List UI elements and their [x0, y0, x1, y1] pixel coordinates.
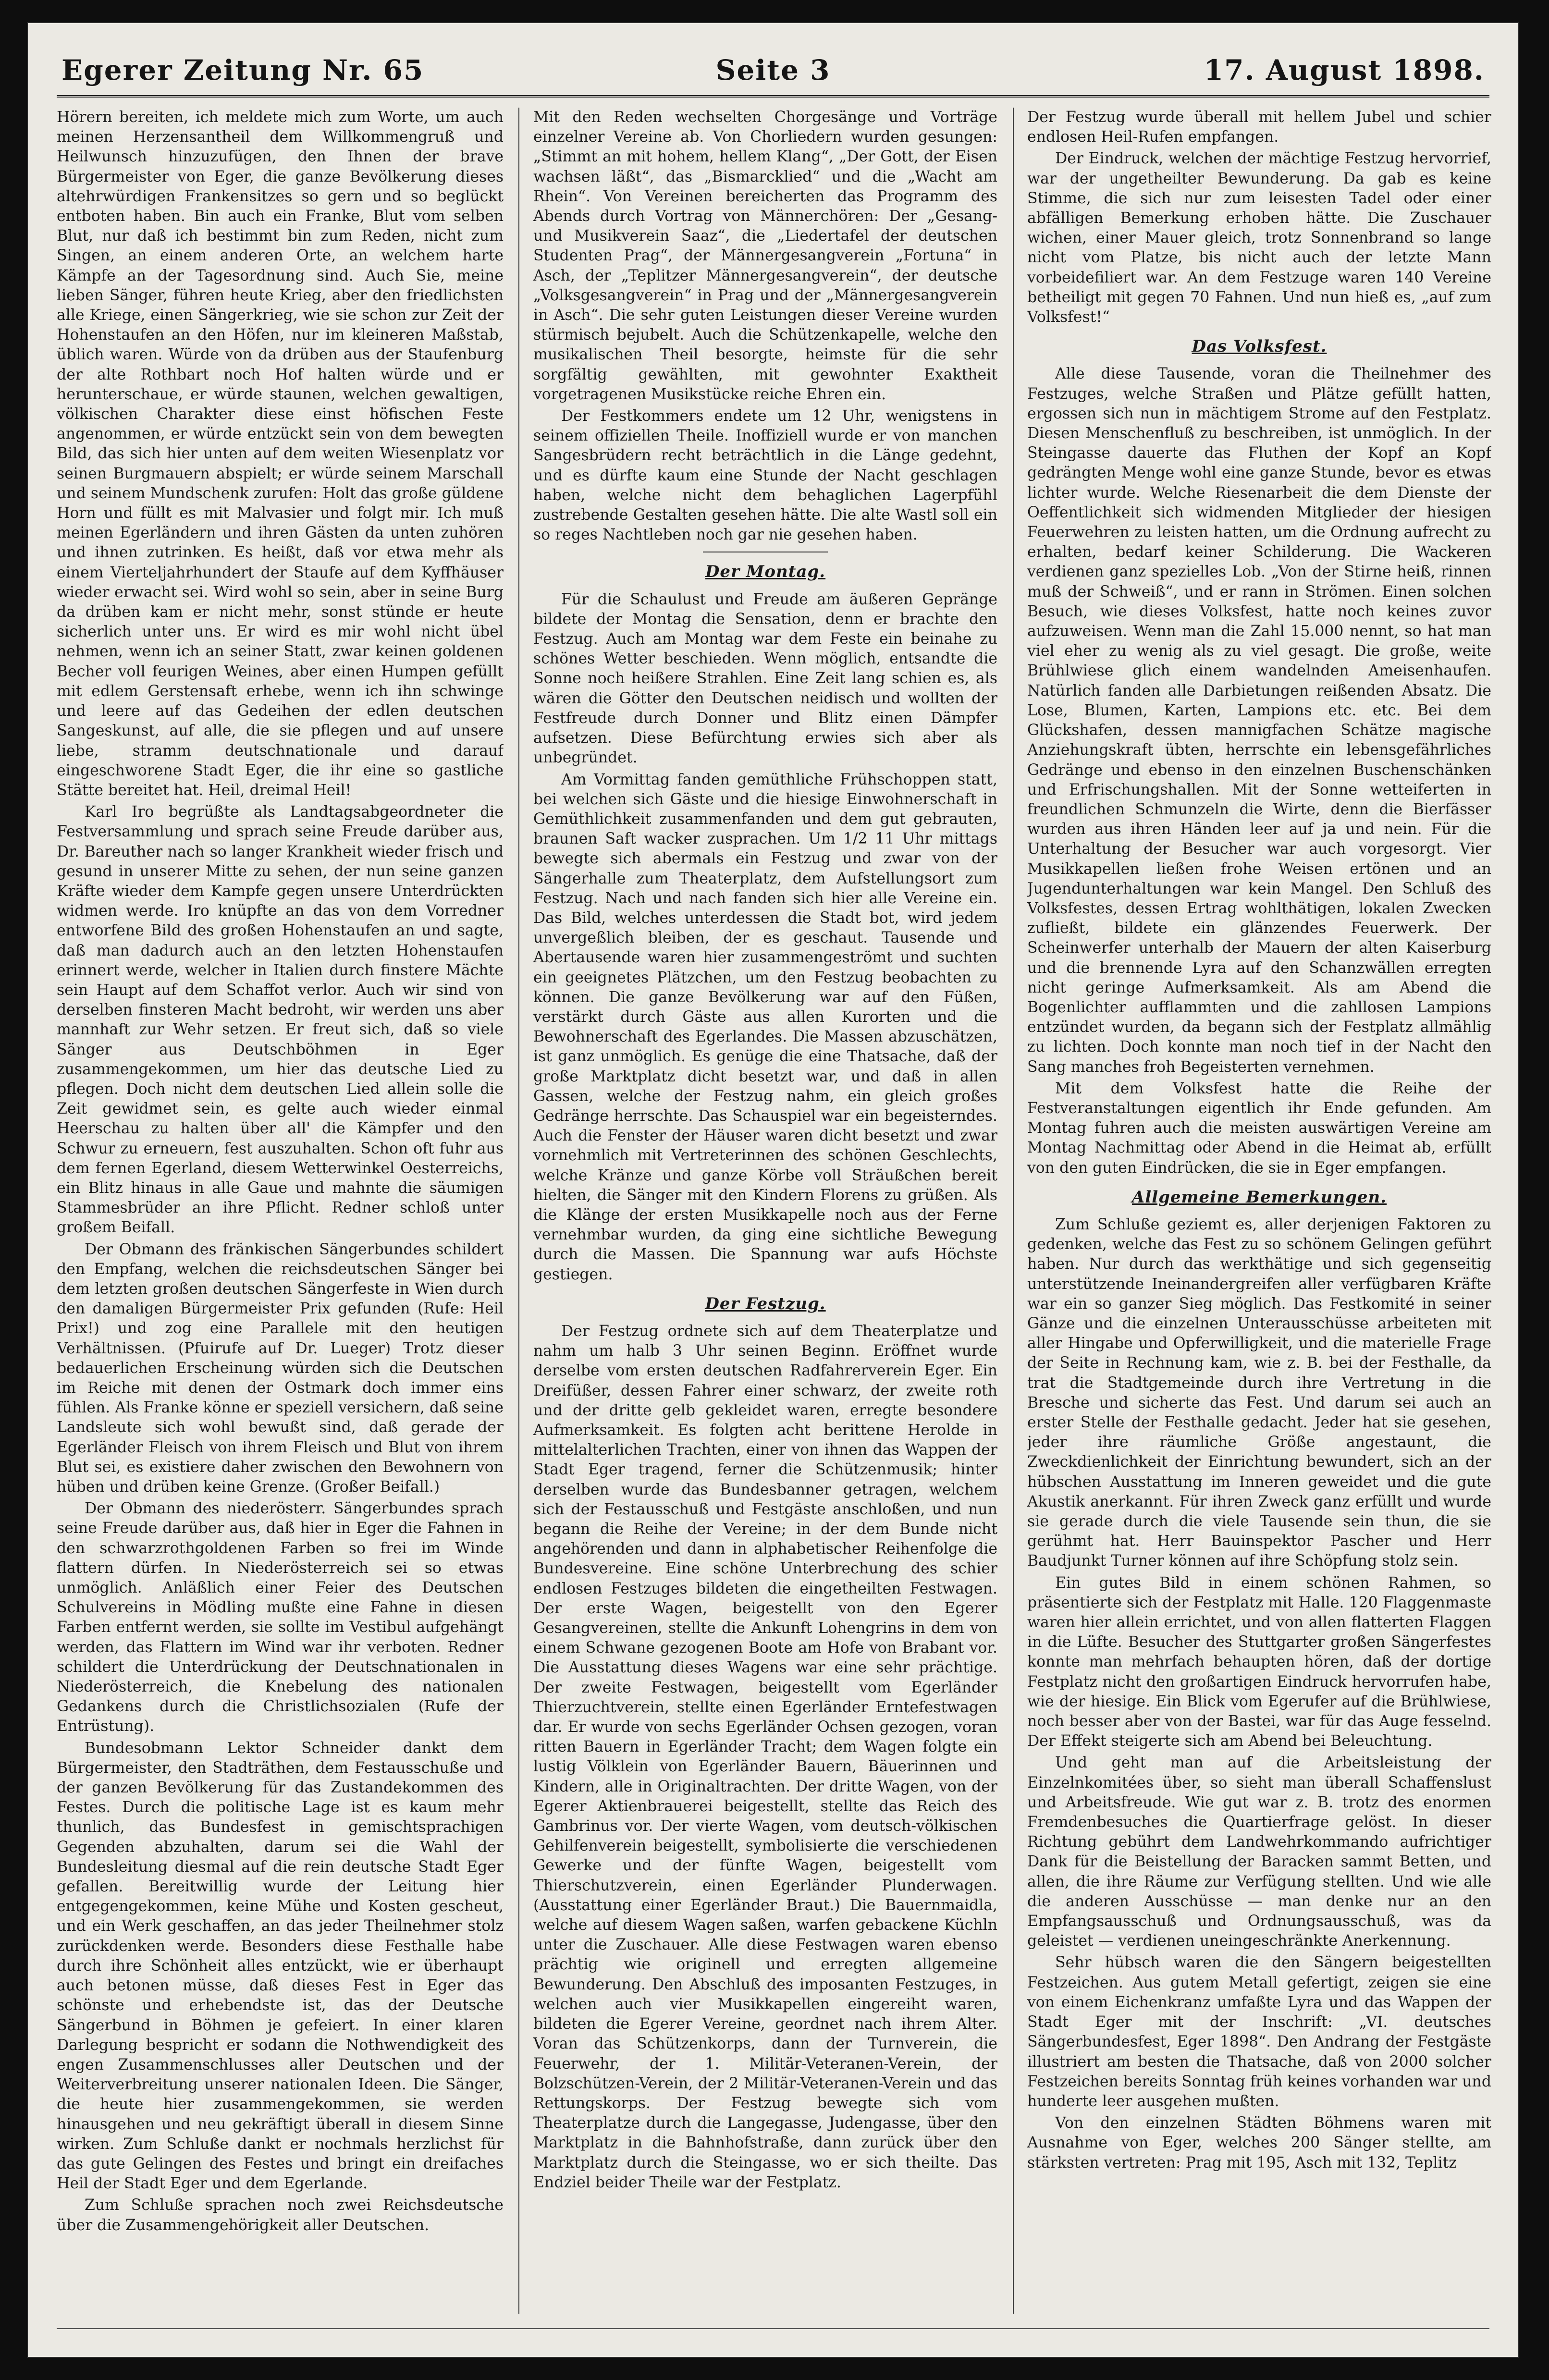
- section-heading-montag: Der Montag.: [705, 562, 826, 582]
- paragraph: Der Festzug ordnete sich auf dem Theaterplatze und nahm um halb 3 Uhr seinen Beginn. Eröffnet wurde derselbe vom ersten deutschen Radfahrerverein Eger. Ein Dreifüßer, dessen Fahrer einer schwarz, der zweite roth und der dritte gelb gekleidet waren, erregte besondere Aufmerksamkeit. Es folgten acht berittene Herolde in mittelalterlichen Trachten, einer von ihnen das Wappen der Stadt Eger tragend, ferner die Schützenmusik; hinter derselben wurde das Bundesbanner getragen, welchem sich der Festausschuß und Festgäste anschloßen, und nun begann die Reihe der Vereine; in der dem Bunde nicht angehörenden und dann in alphabetischer Reihenfolge die Bundesvereine. Eine schöne Unterbrechung des schier endlosen Festzuges bildeten die eingetheilten Festwagen. Der erste Wagen, beigestellt von den Egerer Gesangvereinen, stellte die Ankunft Lohengrins in dem von einem Schwane gezogenen Boote am Hofe von Brabant vor. Die Ausstattung dieses Wagens war eine sehr prächtige. Der zweite Festwagen, beigestellt vom Egerländer Thierzuchtverein, stellte einen Egerländer Erntefestwagen dar. Er wurde von sechs Egerländer Ochsen gezogen, voran ritten Bauern in Egerländer Tracht; dem Wagen folgte ein lustig Völklein von Egerländer Bauern, Bäuerinnen und Kindern, alle in Originaltrachten. Der dritte Wagen, von der Egerer Aktienbrauerei beigestellt, stellte das Reich des Gambrinus vor. Der vierte Wagen, vom deutsch-völkischen Gehilfenverein beigestellt, symbolisierte die verschiedenen Gewerke und der fünfte Wagen, beigestellt vom Thierschutzverein, einen Egerländer Plunderwagen. (Ausstattung einer Egerländer Braut.) Die Bauernmaidla, welche auf diesem Wagen saßen, warfen gebackene Küchln unter die Zuschauer. Alle diese Festwagen waren ebenso prächtig wie originell und erregten allgemeine Bewunderung. Den Abschluß des imposanten Festzuges, in welchen auch vier Musikkapellen eingereiht waren, bildeten die Egerer Vereine, geordnet nach ihrem Alter. Voran das Schützenkorps, dann der Turnverein, die Feuerwehr, der 1. Militär-Veteranen-Verein, der Bolzschützen-Verein, der 2 Militär-Veteranen-Verein und das Rettungskorps. Der Festzug bewegte sich vom Theaterplatze durch die Langegasse, Judengasse, über den Marktplatz in die Bahnhofstraße, dann zurück über den Marktplatz durch die Steingasse, wo er sich theilte. Das Endziel beider Theile war der Festplatz.: [533, 1322, 997, 2191]
- page-number: Seite 3: [715, 54, 831, 86]
- paragraph: Hörern bereiten, ich meldete mich zum Worte, um auch meinen Herzensantheil dem Willkommengruß und Heilwunsch hinzuzufügen, den Ihnen der brave Bürgermeister von Eger, die ganze Bevölkerung dieses altehrwürdigen Frankensitzes so gern und so beglückt entboten haben. Bin auch ein Franke, Blut vom selben Blut, nur daß ich bestimmt bin zum Reden, nicht zum Singen, an einem anderen Orte, an welchem harte Kämpfe an der Tagesordnung sind. Auch Sie, meine lieben Sänger, führen heute Krieg, aber den friedlichsten alle Kriege, einen Sängerkrieg, wie sie schon zur Zeit der Hohenstaufen an den Höfen, nur im kleineren Maßstab, üblich waren. Würde von da drüben aus der Staufenburg der alte Rothbart noch Hof halten würde und er herunterschaue, er würde staunen, welchen gewaltigen, völkischen Charakter diese einst höfischen Feste angenommen, er würde entzückt sein von dem bewegten Bild, das sich hier unten auf dem weiten Wiesenplatz vor seinen Burgmauern abspielt; er würde seinem Marschall und seinem Mundschenk zurufen: Holt das große güldene Horn und füllt es mit Malvasier und folgt mir. Ich muß meinen Egerländern und ihren Gästen da unten zuhören und ihnen zutrinken. Es heißt, daß vor etwa mehr als einem Vierteljahrhundert der Staufe auf dem Kyffhäuser wieder erwacht sei. Wird wohl so sein, aber in seine Burg da drüben kam er nicht mehr, sonst stünde er heute sicherlich unter uns. Er wird es mir wohl nicht übel nehmen, wenn ich an seiner Statt, zwar keinen goldenen Becher voll feurigen Weines, aber einen Humpen gefüllt mit edlem Gerstensaft erhebe, wenn ich ihn schwinge und leere auf das Gedeihen der edlen deutschen Sangeskunst, auf alle, die sie pflegen und auf unsere liebe, stramm deutschnationale und darauf eingeschworene Stadt Eger, die ihr eine so gastliche Stätte bereitet hat. Heil, dreimal Heil!: [57, 109, 504, 799]
- section-heading-bemerkungen: Allgemeine Bemerkungen.: [1131, 1187, 1387, 1207]
- paragraph: Bundesobmann Lektor Schneider dankt dem Bürgermeister, den Stadträthen, dem Festausschuße und der ganzen Bevölkerung für das Zustandekommen des Festes. Durch die politische Lage ist es kaum mehr thunlich, das Bundesfest in gemischtsprachigen Gegenden abzuhalten, darum sei die Wahl der Bundesleitung diesmal auf die rein deutsche Stadt Eger gefallen. Bereitwillig wurde der Leitung hier entgegengekommen, keine Mühe und Kosten gescheut, und ein Werk geschaffen, an das jeder Theilnehmer stolz zurückdenken werde. Besonders diese Festhalle habe durch ihre Schönheit alles entzückt, wie er überhaupt auch betonen müsse, daß dieses Fest in Eger das schönste und erhebendste ist, das der Deutsche Sängerbund in Böhmen je gefeiert. In einer klaren Darlegung bespricht er sodann die Nothwendigkeit des engen Zusammenschlusses aller Deutschen und der Weiterverbreitung unserer nationalen Ideen. Die Sänger, die heute hier zusammengekommen, sie werden hinausgehen und neu gekräftigt überall in diesem Sinne wirken. Zum Schluße dankt er nochmals herzlichst für das gute Gelingen des Festes und bringt ein dreifaches Heil der Stadt Eger und dem Egerlande.: [57, 1739, 504, 2193]
- paragraph: Der Festzug wurde überall mit hellem Jubel und schier endlosen Heil-Rufen empfangen.: [1027, 109, 1491, 146]
- paragraph: Mit dem Volksfest hatte die Reihe der Festveranstaltungen eigentlich ihr Ende gefunden. Am Montag fuhren auch die meisten auswärtigen Vereine am Montag Nachmittag oder Abend in die Heimat ab, erfüllt von den guten Eindrücken, die sie in Eger empfangen.: [1027, 1080, 1491, 1177]
- column-2: [533, 108, 997, 2314]
- column-3: [1027, 108, 1491, 2314]
- newspaper-name-and-issue: Egerer Zeitung Nr. 65: [61, 54, 424, 86]
- paragraph: Von den einzelnen Städten Böhmens waren mit Ausnahme von Eger, welches 200 Sänger stellte, am stärksten vertreten: Prag mit 195, Asch mit 132, Teplitz: [1027, 2114, 1491, 2171]
- column-divider: [1013, 108, 1014, 2314]
- column-divider: [518, 108, 519, 2314]
- paragraph: Am Vormittag fanden gemüthliche Frühschoppen statt, bei welchen sich Gäste und die hiesige Einwohnerschaft in Gemüthlichkeit zusammenfanden und dem gut gebrauten, braunen Saft wacker zusprachen. Um 1/2 11 Uhr mittags bewegte sich abermals ein Festzug und zwar von der Sängerhalle zum Theaterplatz, dem Aufstellungsort zum Festzug. Nach und nach fanden sich hier alle Vereine ein. Das Bild, welches unterdessen die Stadt bot, wird jedem unvergeßlich bleiben, der es geschaut. Tausende und Abertausende waren hier zusammengeströmt und suchten ein geeignetes Plätzchen, um den Festzug beobachten zu können. Die ganze Bevölkerung war auf den Füßen, verstärkt durch Gäste aus allen Kurorten und die Bewohnerschaft des Egerlandes. Die Massen abzuschätzen, ist ganz unmöglich. Es genüge die eine Thatsache, daß der große Marktplatz dicht besetzt war, und daß in allen Gassen, welche der Festzug nahm, ein gleich großes Gedränge herrschte. Das Schauspiel war ein begeisterndes. Auch die Fenster der Häuser waren dicht besetzt und zwar vornehmlich mit Vertreterinnen des schönen Geschlechts, welche Kränze und ganze Körbe voll Sträußchen bereit hielten, die Sänger mit den Kindern Florens zu grüßen. Als die Klänge der ersten Musikkapelle noch aus der Ferne vernehmbar wurden, da ging eine sichtliche Bewegung durch die Massen. Die Spannung war aufs Höchste gestiegen.: [533, 771, 997, 1283]
- page-header: [61, 45, 1485, 98]
- paragraph: Für die Schaulust und Freude am äußeren Gepränge bildete der Montag die Sensation, denn er brachte den Festzug. Auch am Montag war dem Feste ein beinahe zu schönes Wetter beschieden. Wenn möglich, entsandte die Sonne noch heißere Strahlen. Eine Zeit lang schien es, als wären die Götter den Deutschen neidisch und wollten der Festfreude durch Donner und Blitz einen Dämpfer aufsetzen. Diese Befürchtung erwies sich aber als unbegründet.: [533, 590, 997, 767]
- header-rule: [57, 95, 1489, 98]
- paragraph: Der Obmann des niederösterr. Sängerbundes sprach seine Freude darüber aus, daß hier in Eger die Fahnen in den schwarzrothgoldenen Farben so frei im Winde flattern dürfen. In Niederösterreich sei so etwas unmöglich. Anläßlich einer Feier des Deutschen Schulvereins in Mödling mußte eine Fahne in diesen Farben entfernt werden, sie sollte im Vestibul aufgehängt werden, das Flattern im Wind war ihr verboten. Redner schildert die Unterdrückung der Deutschnationalen in Niederösterreich, die Knebelung des nationalen Gedankens durch die Christlichsozialen (Rufe der Entrüstung).: [57, 1500, 504, 1735]
- paragraph: Sehr hübsch waren die den Sängern beigestellten Festzeichen. Aus gutem Metall gefertigt, zeigen sie eine von einem Eichenkranz umfaßte Lyra und das Wappen der Stadt Eger mit der Inschrift: „VI. deutsches Sängerbundesfest, Eger 1898“. Den Andrang der Festgäste illustriert am besten die Thatsache, daß von 2000 solcher Festzeichen bereits Sonntag früh keines vorhanden war und hunderte leer ausgehen mußten.: [1027, 1954, 1491, 2110]
- paragraph: Und geht man auf die Arbeitsleistung der Einzelnkomitées über, so sieht man überall Schaffenslust und Arbeitsfreude. Wie gut war z. B. trotz des enormen Fremdenbesuches die Quartierfrage gelöst. In dieser Richtung gebührt dem Landwehrkommando aufrichtiger Dank für die Beistellung der Baracken sammt Betten, und allen, die ihre Räume zur Verfügung stellten. Und wie alle die anderen Ausschüsse — man denke nur an den Empfangsausschuß und Ordnungsausschuß, was da geleistet — verdienen uneingeschränkte Anerkennung.: [1027, 1754, 1491, 1950]
- paragraph: Alle diese Tausende, voran die Theilnehmer des Festzuges, welche Straßen und Plätze gefüllt hatten, ergossen sich nun in mächtigem Strome auf den Festplatz. Diesen Menschenfluß zu beschreiben, ist unmöglich. In der Steingasse dauerte das Fluthen der Kopf an Kopf gedrängten Menge wohl eine ganze Stunde, bevor es etwas lichter wurde. Welche Riesenarbeit die dem Dienste der Oeffentlichkeit sich widmenden Mitglieder der hiesigen Feuerwehren zu leisten hatten, um die Ordnung aufrecht zu erhalten, bedarf keiner Schilderung. Die Wackeren verdienen ganz spezielles Lob. „Von der Stirne heiß, rinnen muß der Schweiß“, und er rann in Strömen. Einen solchen Besuch, wie dieses Volksfest, hatte noch keines zuvor aufzuweisen. Wenn man die Zahl 15.000 nennt, so hat man viel eher zu wenig als zu viel gesagt. Die große, weite Brühlwiese glich einem wandelnden Ameisenhaufen. Natürlich fanden alle Darbietungen reißenden Absatz. Die Lose, Blumen, Karten, Lampions etc. etc. Bei dem Glückshafen, dessen mannigfachen Schätze magische Anziehungskraft übten, herrschte ein lebensgefährliches Gedränge und ebenso in den einzelnen Buschenschänken und Erfrischungshallen. Mit der Sonne wetteiferten in freundlichen Schmunzeln die Wirte, denn die Bierfässer wurden aus ihren Händen leer auf ja und nein. Für die Unterhaltung der Besucher war auch vorgesorgt. Vier Musikkapellen ließen frohe Weisen ertönen und an Jugendunterhaltungen war kein Mangel. Den Schluß des Volksfestes, dessen Ertrag wohlthätigen, lokalen Zwecken zufließt, bildete ein glänzendes Feuerwerk. Der Scheinwerfer unterhalb der Mauern der alten Kaiserburg und die brennende Lyra auf den Schanzwällen erregten nicht geringe Aufmerksamkeit. Als am Abend die Bogenlichter aufflammten und die zahllosen Lampions entzündet wurden, da begann sich der Festplatz allmählig zu lichten. Doch konnte man noch tief in der Nacht den Sang manches froh Begeisterten vernehmen.: [1027, 365, 1491, 1076]
- paragraph: Der Eindruck, welchen der mächtige Festzug hervorrief, war der ungetheilter Bewunderung. Da gab es keine Stimme, die sich nur zum leisesten Tadel oder einer abfälligen Bemerkung erhoben hätte. Die Zuschauer wichen, einer Mauer gleich, trotz Sonnenbrand so lange nicht vom Platze, bis nicht auch der letzte Mann vorbeidefiliert war. An dem Festzuge waren 140 Vereine betheiligt mit gegen 70 Fahnen. Und nun hieß es, „auf zum Volksfest!“: [1027, 150, 1491, 326]
- paragraph: Der Obmann des fränkischen Sängerbundes schildert den Empfang, welchen die reichsdeutschen Sänger bei dem letzten großen deutschen Sängerfeste in Wien durch den damaligen Bürgermeister Prix gefunden (Rufe: Heil Prix!) und zog eine Parallele mit den heutigen Verhältnissen. (Pfuirufe auf Dr. Lueger) Trotz dieser bedauerlichen Erscheinung würden sich die Deutschen im Reiche mit denen der Ostmark doch immer eins fühlen. Als Franke könne er speziell versichern, daß seine Landsleute sich wohl bewußt sind, daß gerade der Egerländer Fleisch von ihrem Fleisch und Blut von ihrem Blut sei, es existiere daher zwischen den Bewohnern von hüben und drüben keine Grenze. (Großer Beifall.): [57, 1240, 504, 1496]
- paragraph: Ein gutes Bild in einem schönen Rahmen, so präsentierte sich der Festplatz mit Halle. 120 Flaggenmaste waren hier allein errichtet, und von allen flatterten Flaggen in die Lüfte. Besucher des Stuttgarter großen Sängerfestes konnte man mehrfach behaupten hören, daß der dortige Festplatz nicht den großartigen Eindruck hervorrufen habe, wie der hiesige. Ein Blick vom Egerufer auf die Brühlwiese, noch besser aber von der Bastei, war für das Auge fesselnd. Der Effekt steigerte sich am Abend bei Beleuchtung.: [1027, 1574, 1491, 1750]
- issue-date: 17. August 1898.: [1204, 54, 1485, 86]
- column-1: [57, 108, 504, 2314]
- page-bottom-rule: [57, 2328, 1489, 2329]
- section-heading-volksfest: Das Volksfest.: [1192, 337, 1327, 356]
- section-heading-festzug: Der Festzug.: [705, 1294, 826, 1313]
- paragraph: Karl Iro begrüßte als Landtagsabgeordneter die Festversammlung und sprach seine Freude darüber aus, Dr. Bareuther nach so langer Krankheit wieder frisch und gesund in unserer Mitte zu sehen, der nun seine ganzen Kräfte wieder dem Kampfe gegen unsere Unterdrückten widmen werde. Iro knüpfte an das von dem Vorredner entworfene Bild des großen Hohenstaufen an und sagte, daß man dadurch auch an den letzten Hohenstaufen erinnert werde, welcher in Italien durch finstere Mächte sein Haupt auf dem Schaffot verlor. Auch wir sind von derselben finsteren Macht bedroht, wir werden uns aber mannhaft zur Wehr setzen. Er freut sich, daß so viele Sänger aus Deutschböhmen in Eger zusammengekommen, um hier das deutsche Lied zu pflegen. Doch nicht dem deutschen Lied allein solle die Zeit gewidmet sein, es gelte auch wieder einmal Heerschau zu halten über all' die Kämpfer und den Schwur zu erneuern, fest auszuhalten. Schon oft fuhr aus dem fernen Egerland, diesem Wetterwinkel Oesterreichs, ein Blitz hinaus in alle Gaue und mahnte die säumigen Stammesbrüder an ihre Pflicht. Redner schloß unter großem Beifall.: [57, 803, 504, 1237]
- paragraph: Mit den Reden wechselten Chorgesänge und Vorträge einzelner Vereine ab. Von Chorliedern wurden gesungen: „Stimmt an mit hohem, hellem Klang“, „Der Gott, der Eisen wachsen läßt“, das „Bismarcklied“ und die „Wacht am Rhein“. Von Vereinen bereicherten das Programm des Abends durch Vortrag von Männerchören: Der „Gesang- und Musikverein Saaz“, die „Liedertafel der deutschen Studenten Prag“, der Männergesangverein „Fortuna“ in Asch, der „Teplitzer Männergesangverein“, der deutsche „Volksgesangverein“ in Prag und der „Männergesangverein in Asch“. Die sehr guten Leistungen dieser Vereine wurden stürmisch bejubelt. Auch die Schützenkapelle, welche den musikalischen Theil besorgte, heimste für die sehr sorgfältig gewählten, mit gewohnter Exaktheit vorgetragenen Musikstücke reiche Ehren ein.: [533, 109, 997, 403]
- paragraph: Der Festkommers endete um 12 Uhr, wenigstens in seinem offiziellen Theile. Inoffiziell wurde er von manchen Sangesbrüdern recht beträchtlich in die Länge gedehnt, und es dürfte kaum eine Stunde der Nacht geschlagen haben, welche nicht dem behaglichen Lagerpfühl zustrebende Gestalten gesehen hätte. Die alte Wastl soll ein so reges Nachtleben noch gar nie gesehen haben.: [533, 407, 997, 544]
- paragraph: Zum Schluße geziemt es, aller derjenigen Faktoren zu gedenken, welche das Fest zu so schönem Gelingen geführt haben. Nur durch das werkthätige und sich gegenseitig unterstützende Ineinandergreifen aller verfügbaren Kräfte war ein so ganzer Sieg möglich. Das Festkomité in seiner Gänze und die einzelnen Unterausschüsse arbeiteten mit aller Hingabe und Opferwilligkeit, und die materielle Frage der Seite in Rechnung kam, wie z. B. bei der Festhalle, da trat die Stadtgemeinde durch ihre Vertretung in die Bresche und sicherte das Fest. Und darum sei auch an erster Stelle der Festhalle gedacht. Jeder hat sie gesehen, jeder ihre räumliche Größe angestaunt, die Zweckdienlichkeit der Einrichtung bewundert, sich an der hübschen Ausstattung im Inneren geweidet und die gute Akustik anerkannt. Für ihren Zweck ganz erfüllt und wurde sie gerade durch die viele Tausende sein thun, die sie gerühmt hat. Herr Bauinspektor Pascher und Herr Baudjunkt Turner können auf ihre Schöpfung stolz sein.: [1027, 1215, 1491, 1570]
- paragraph: Zum Schluße sprachen noch zwei Reichsdeutsche über die Zusammengehörigkeit aller Deutschen.: [57, 2196, 504, 2234]
- newspaper-page: [28, 23, 1518, 2357]
